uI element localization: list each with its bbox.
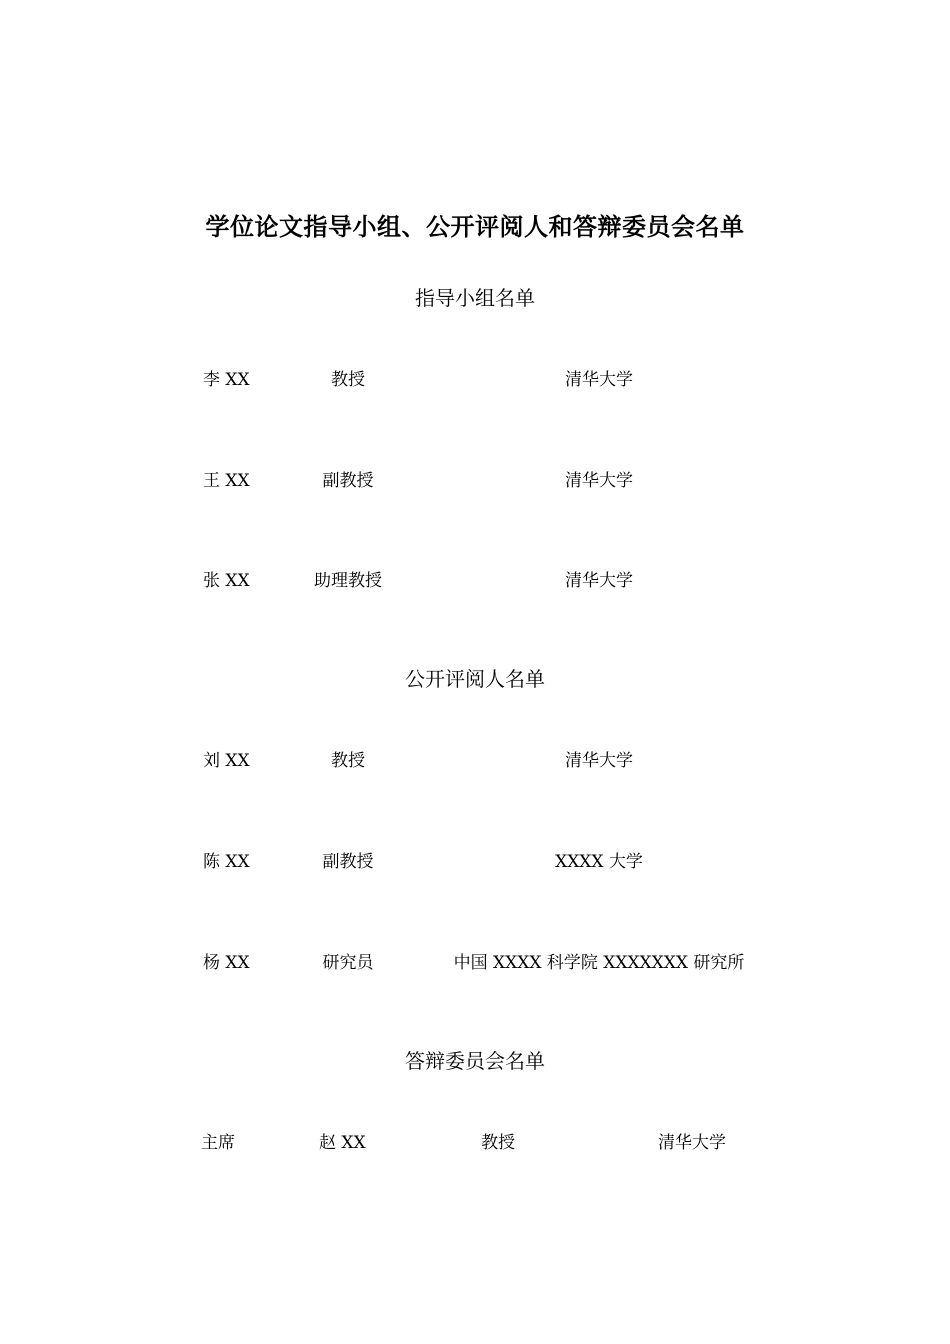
member-title: 副教授 — [322, 471, 374, 491]
committee-member-title: 教授 — [481, 1133, 515, 1153]
reviewer-title: 研究员 — [322, 953, 374, 973]
reviewers-heading: 公开评阅人名单 — [405, 667, 545, 691]
advisory-group-heading: 指导小组名单 — [415, 286, 535, 310]
member-name: 李 XX — [203, 370, 250, 390]
reviewer-title: 副教授 — [322, 852, 374, 872]
reviewer-name: 刘 XX — [203, 751, 250, 771]
member-name: 张 XX — [203, 571, 250, 591]
committee-role: 主席 — [201, 1133, 235, 1153]
committee-heading: 答辩委员会名单 — [405, 1049, 545, 1073]
member-title: 教授 — [331, 370, 365, 390]
advisory-member-row — [0, 568, 950, 594]
reviewer-institution: 中国 XXXX 科学院 XXXXXXX 研究所 — [453, 953, 745, 973]
reviewer-row — [0, 748, 950, 774]
member-name: 王 XX — [203, 471, 250, 491]
reviewer-row — [0, 849, 950, 875]
reviewer-row — [0, 950, 950, 976]
reviewer-institution: XXXX 大学 — [555, 852, 643, 872]
reviewer-title: 教授 — [331, 751, 365, 771]
member-institution: 清华大学 — [565, 471, 633, 491]
member-institution: 清华大学 — [565, 370, 633, 390]
member-institution: 清华大学 — [565, 571, 633, 591]
member-title: 助理教授 — [314, 571, 382, 591]
reviewer-name: 杨 XX — [203, 953, 250, 973]
reviewer-institution: 清华大学 — [565, 751, 633, 771]
advisory-member-row — [0, 468, 950, 494]
document-title: 学位论文指导小组、公开评阅人和答辩委员会名单 — [205, 213, 745, 241]
reviewer-name: 陈 XX — [203, 852, 250, 872]
committee-member-name: 赵 XX — [319, 1133, 366, 1153]
committee-member-institution: 清华大学 — [658, 1133, 726, 1153]
committee-member-row — [0, 1130, 950, 1156]
advisory-member-row — [0, 367, 950, 393]
